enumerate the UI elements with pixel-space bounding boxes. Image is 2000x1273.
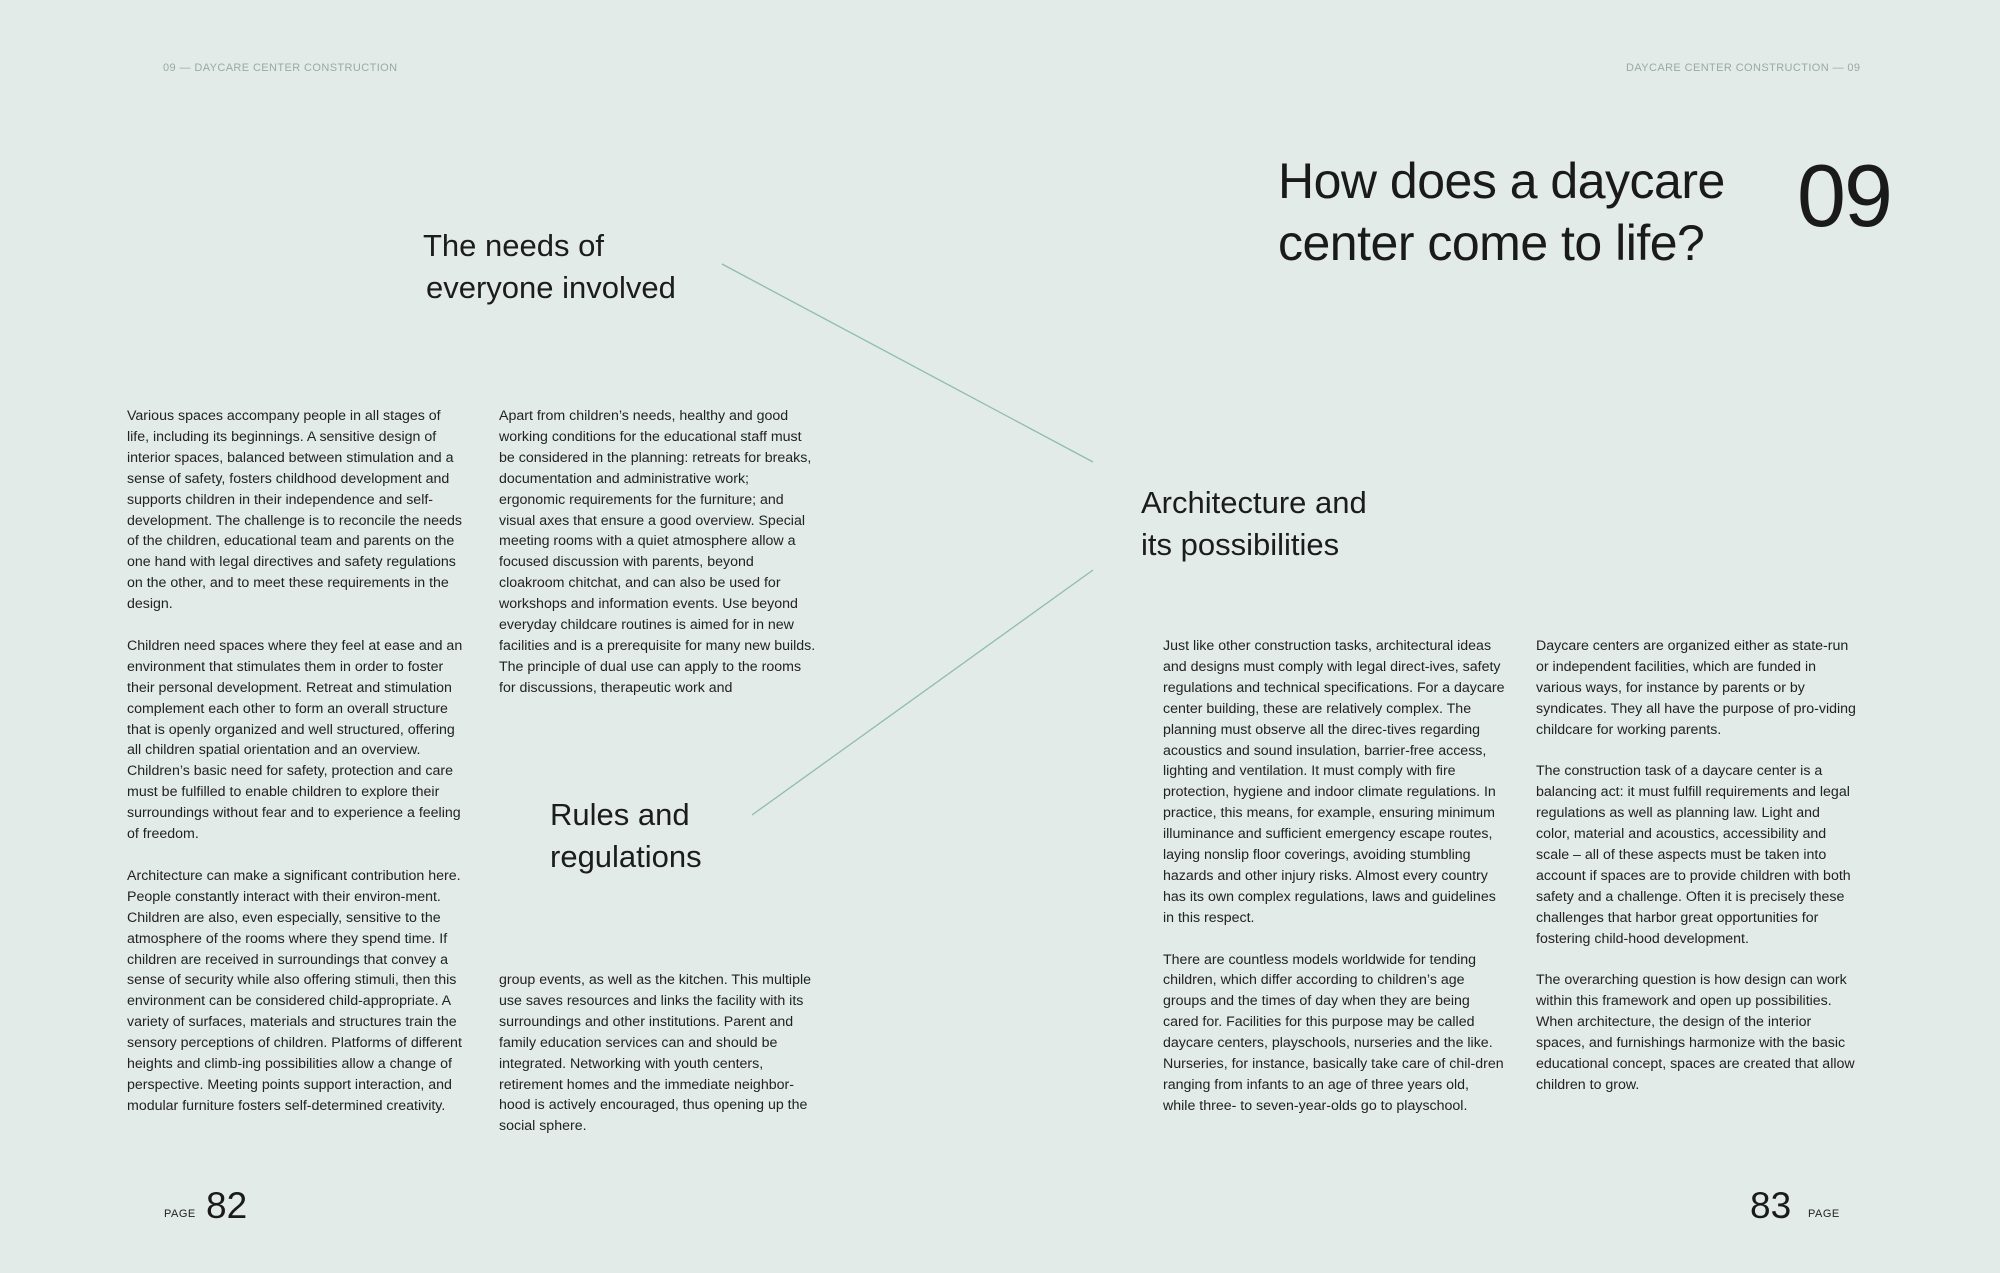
chapter-title — [1278, 150, 1798, 274]
heading-arch-line1: Architecture and — [1141, 485, 1367, 520]
paragraph: Various spaces accompany people in all stages of life, including its beginnings. A sensitive design of interior spaces, balanced between stimulation and a sense of safety, fosters childhood development and supports children in their independence and self-development. The challenge is to reconcile the needs of the children, educational team and parents on the one hand with legal directives and safety regulations on the other, and to meet these requirements in the design. — [127, 408, 462, 613]
chapter-title-line2: center come to life? — [1278, 215, 1705, 271]
paragraph: Architecture can make a significant contribution here. People constantly interact with their environ-ment. Children are also, even especially, sensitive to the atmosphere of the rooms where they spend time. If children are received in surroundings that convey a sense of security while also offering stimuli, then this environment can be considered child-appropriate. A variety of surfaces, materials and structures train the sensory perceptions of children. Platforms of different heights and climb-ing possibilities allow a change of perspective. Meeting points support interaction, and modular furniture fosters self-determined creativity. — [127, 867, 462, 1114]
heading-rules-line1: Rules and — [550, 797, 690, 832]
page-number-left: 82 — [206, 1185, 248, 1226]
paragraph: Just like other construction tasks, architectural ideas and designs must comply with legal direct-ives, safety regulations and technical specifications. For a daycare center building, these are relatively complex. The planning must observe all the direc-tives regarding acoustics and sound insulation, barrier-free access, lighting and ventilation. It must comply with fire protection, hygiene and indoor climate regulations. In practice, this means, for example, ensuring minimum illuminance and sufficient emergency escape routes, laying nonslip floor coverings, avoiding stumbling hazards and other injury risks. Almost every country has its own complex regulations, laws and guidelines in this respect. — [1163, 638, 1505, 926]
left-column-1 — [127, 406, 463, 1138]
left-column-2-top — [499, 406, 819, 720]
page-label-right: PAGE — [1808, 1208, 1840, 1220]
heading-needs-line1: The needs of — [423, 228, 604, 263]
heading-rules — [550, 794, 770, 878]
heading-architecture — [1141, 482, 1441, 566]
right-column-2 — [1536, 636, 1856, 1117]
paragraph: Children need spaces where they feel at ease and an environment that stimulates them in order to foster their personal development. Retreat and stimulation complement each other to form an overall structure that is openly organized and well structured, offering all children spatial orientation and an overview. Children’s basic need for safety, protection and care must be fulfilled to enable children to explore their surroundings without fear and to experience a feeling of freedom. — [127, 637, 463, 843]
running-head-right: DAYCARE CENTER CONSTRUCTION — 09 — [1626, 62, 1861, 74]
heading-needs-line2: everyone involved — [426, 270, 676, 305]
paragraph: There are countless models worldwide for tending children, which differ according to children’s age groups and the times of day when they are being cared for. Facilities for this purpose may be called daycare centers, playschools, nurseries and the like. Nurseries, for instance, basically take care of chil-dren ranging from infants to an age of three years old, while three- to seven-year-olds go to playschool. — [1163, 951, 1504, 1114]
heading-needs — [423, 225, 743, 309]
paragraph: group events, as well as the kitchen. This multiple use saves resources and links the facility with its surroundings and other institutions. Parent and family education services can and should be integrated. Networking with youth centers, retirement homes and the immediate neighbor-hood is actively encouraged, thus opening up the social sphere. — [499, 972, 812, 1135]
page-label-left: PAGE — [164, 1208, 196, 1220]
right-column-1 — [1163, 636, 1505, 1138]
paragraph: Daycare centers are organized either as state-run or independent facilities, which are funded in various ways, for instance by parents or by syndicates. They all have the purpose of pro-viding childcare for working parents. — [1536, 638, 1856, 738]
running-head-left: 09 — DAYCARE CENTER CONSTRUCTION — [163, 62, 398, 74]
page-number-right: 83 — [1750, 1185, 1792, 1226]
paragraph: The overarching question is how design can work within this framework and open up possibilities. When architecture, the design of the interior spaces, and furnishings harmonize with the basic educational concept, spaces are created that allow children to grow. — [1536, 972, 1855, 1093]
chapter-number: 09 — [1797, 146, 1891, 245]
chapter-title-line1: How does a daycare — [1278, 153, 1725, 209]
paragraph: The construction task of a daycare center is a balancing act: it must fulfill requirements and legal regulations as well as planning law. Light and color, material and acoustics, accessibility and scale – all of these aspects must be taken into account if spaces are to provide children with both safety and a challenge. Often it is precisely these challenges that harbor great opportunities for fostering child-hood development. — [1536, 763, 1851, 947]
heading-rules-line2: regulations — [550, 839, 702, 874]
heading-arch-line2: its possibilities — [1141, 527, 1340, 562]
left-column-2-bottom — [499, 970, 819, 1158]
paragraph: Apart from children’s needs, healthy and good working conditions for the educational staff must be considered in the planning: retreats for breaks, documentation and administrative work; ergonomic requirements for the furniture; and visual axes that ensure a good overview. Special meeting rooms with a quiet atmosphere allow a focused discussion with parents, beyond cloakroom chitchat, and can also be used for workshops and information events. Use beyond everyday childcare routines is aimed for in new facilities and is a prerequisite for many new builds. The principle of dual use can apply to the rooms for discussions, therapeutic work and — [499, 408, 816, 696]
